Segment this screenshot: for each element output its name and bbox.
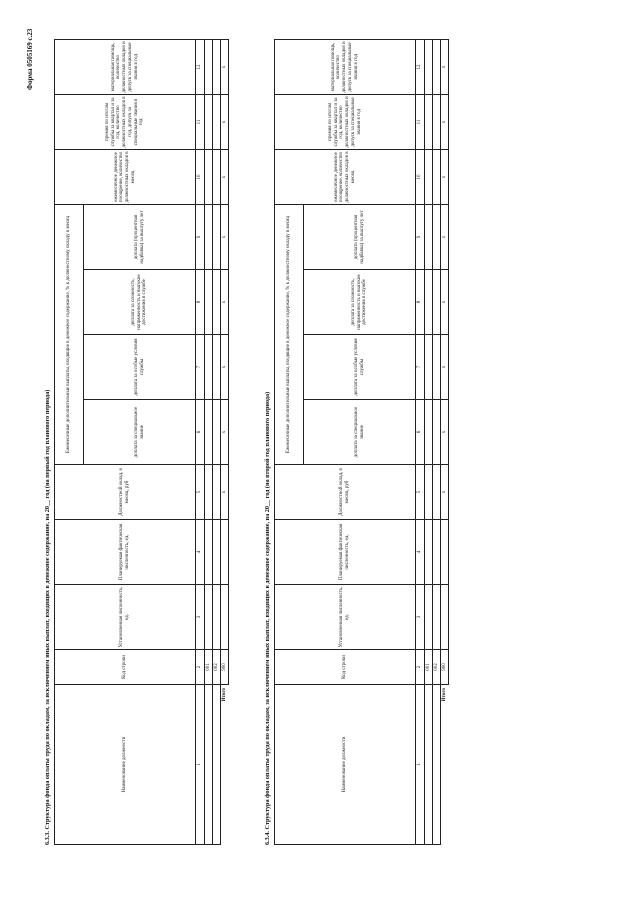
data-cell[interactable]: [213, 520, 221, 585]
header-planned-actual: Планируемая фактическая численность, ед.: [55, 520, 196, 585]
data-cell[interactable]: [213, 335, 221, 400]
total-cell: x: [441, 335, 449, 400]
total-cell[interactable]: [221, 520, 229, 585]
total-code: 900: [441, 650, 449, 685]
data-cell[interactable]: [433, 270, 441, 335]
data-cell[interactable]: [433, 39, 441, 94]
column-numbers-row: [416, 39, 425, 844]
data-cell[interactable]: [425, 585, 433, 650]
col-number: 4: [416, 520, 425, 585]
data-cell[interactable]: [425, 149, 433, 204]
data-cell[interactable]: [425, 39, 433, 94]
position-cell[interactable]: [433, 685, 441, 845]
row-code-cell: 002: [213, 650, 221, 685]
header-col9: доплата (процентная надбавка) за выслугу лет: [304, 204, 416, 269]
total-cell: x: [221, 39, 229, 94]
header-col8: доплата за сложность, напряженность и высокие достижения в службе: [84, 270, 196, 335]
header-established: Установленная численность, ед.: [55, 585, 196, 650]
col-number: 7: [196, 335, 205, 400]
data-cell[interactable]: [213, 400, 221, 465]
data-cell[interactable]: [213, 465, 221, 520]
data-cell[interactable]: [205, 520, 213, 585]
data-cell[interactable]: [433, 149, 441, 204]
data-cell[interactable]: [433, 335, 441, 400]
col-number: 2: [416, 650, 425, 685]
header-planned-actual: Планируемая фактическая численность, ед.: [275, 520, 416, 585]
header-col11: премия по итогам службы за квартал и за год, количество должностных окладов и допуск за специальные звания в год: [275, 94, 416, 149]
data-cell[interactable]: [425, 400, 433, 465]
data-cell[interactable]: [433, 400, 441, 465]
header-col9: доплата (процентная надбавка) за выслугу лет: [84, 204, 196, 269]
data-cell[interactable]: [433, 585, 441, 650]
fund-structure-table: [274, 39, 449, 845]
col-number: 1: [196, 685, 205, 845]
data-cell[interactable]: [213, 204, 221, 269]
header-col7: доплата за особые условия службы: [304, 335, 416, 400]
col-number: 11: [196, 94, 205, 149]
total-cell: x: [221, 400, 229, 465]
total-cell[interactable]: [441, 585, 449, 650]
data-cell[interactable]: [205, 149, 213, 204]
header-salary: Должностной оклад, в месяц, руб: [275, 465, 416, 520]
total-label: Итого: [441, 685, 449, 845]
column-numbers-row: [196, 39, 205, 844]
data-cell[interactable]: [433, 520, 441, 585]
table-row: [205, 39, 213, 844]
data-cell[interactable]: [425, 94, 433, 149]
total-cell: x: [441, 149, 449, 204]
total-row: [441, 39, 449, 844]
section-title: 6.3.3. Структура фонда оплаты труда по окладам, за исключением иных выплат, входящих в денежное содержание, на 20__ год (на первый год планового периода): [44, 389, 51, 845]
col-number: 7: [416, 335, 425, 400]
col-number: 5: [416, 465, 425, 520]
header-col8: доплата за сложность, напряженность и высокие достижения в службе: [304, 270, 416, 335]
data-cell[interactable]: [205, 39, 213, 94]
col-number: 1: [416, 685, 425, 845]
total-cell: x: [441, 39, 449, 94]
col-number: 10: [416, 149, 425, 204]
col-number: 4: [196, 520, 205, 585]
row-code-cell: 001: [425, 650, 433, 685]
total-cell: x: [221, 270, 229, 335]
col-number: 5: [196, 465, 205, 520]
total-cell: x: [441, 400, 449, 465]
header-col10: ежемесячное денежное поощрение, количество должностных окладов в месяц: [275, 149, 416, 204]
data-cell[interactable]: [213, 270, 221, 335]
col-number: 2: [196, 650, 205, 685]
col-number: 3: [196, 585, 205, 650]
data-cell[interactable]: [205, 335, 213, 400]
col-number: 12: [196, 39, 205, 94]
data-cell[interactable]: [213, 585, 221, 650]
header-col6: доплата за специальное звание: [84, 400, 196, 465]
total-cell: x: [441, 204, 449, 269]
total-cell: x: [221, 204, 229, 269]
header-col12: материальная помощь, количество должностных окладов и допуск за специальные звания в год: [275, 39, 416, 94]
data-cell[interactable]: [433, 465, 441, 520]
total-cell: x: [221, 465, 229, 520]
data-cell[interactable]: [425, 270, 433, 335]
fund-structure-table: [54, 39, 229, 845]
table-row: [425, 39, 433, 844]
data-cell[interactable]: [425, 335, 433, 400]
total-cell[interactable]: [441, 520, 449, 585]
header-row-code: Код строки: [55, 650, 196, 685]
header-salary: Должностной оклад, в месяц, руб: [55, 465, 196, 520]
row-code-cell: 002: [433, 650, 441, 685]
col-number: 11: [416, 94, 425, 149]
col-number: 10: [196, 149, 205, 204]
data-cell[interactable]: [205, 400, 213, 465]
form-code: Форма 0505169 с.23: [26, 28, 34, 90]
header-monthly-group: Ежемесячные дополнительные выплаты, входящие в денежное содержание, % к должностному окладу в месяц: [55, 204, 84, 464]
table-row: [433, 39, 441, 844]
data-cell[interactable]: [205, 270, 213, 335]
total-row: [221, 39, 229, 844]
data-cell[interactable]: [205, 204, 213, 269]
position-cell[interactable]: [213, 685, 221, 845]
position-cell[interactable]: [425, 685, 433, 845]
position-cell[interactable]: [205, 685, 213, 845]
total-cell: x: [221, 149, 229, 204]
total-cell: x: [221, 94, 229, 149]
total-label: Итого: [221, 685, 229, 845]
row-code-cell: 001: [205, 650, 213, 685]
total-cell: x: [441, 94, 449, 149]
header-monthly-group: Ежемесячные дополнительные выплаты, входящие в денежное содержание, % к должностному окладу в месяц: [275, 204, 304, 464]
data-cell[interactable]: [433, 204, 441, 269]
data-cell[interactable]: [213, 149, 221, 204]
col-number: 6: [416, 400, 425, 465]
total-cell: x: [441, 270, 449, 335]
header-col7: доплата за особые условия службы: [84, 335, 196, 400]
header-position: Наименование должности: [55, 685, 196, 845]
data-cell[interactable]: [425, 520, 433, 585]
data-cell[interactable]: [205, 94, 213, 149]
section-title: 6.3.4. Структура фонда оплаты труда по окладам, за исключением иных выплат, входящих в денежное содержание, на 20__ год (на второй год планового периода): [264, 391, 271, 845]
total-cell: x: [441, 465, 449, 520]
header-position: Наименование должности: [275, 685, 416, 845]
col-number: 12: [416, 39, 425, 94]
total-cell: x: [221, 335, 229, 400]
total-cell[interactable]: [221, 585, 229, 650]
data-cell[interactable]: [433, 94, 441, 149]
total-code: 900: [221, 650, 229, 685]
table-row: [213, 39, 221, 844]
col-number: 6: [196, 400, 205, 465]
data-cell[interactable]: [425, 465, 433, 520]
col-number: 8: [196, 270, 205, 335]
data-cell[interactable]: [205, 465, 213, 520]
data-cell[interactable]: [205, 585, 213, 650]
header-col10: ежемесячное денежное поощрение, количество должностных окладов в месяц: [55, 149, 196, 204]
col-number: 9: [416, 204, 425, 269]
data-cell[interactable]: [213, 94, 221, 149]
header-row-code: Код строки: [275, 650, 416, 685]
header-col12: материальная помощь, количество должностных окладов и допуск за специальные звания в год: [55, 39, 196, 94]
header-col6: доплата за специальное звание: [304, 400, 416, 465]
header-established: Установленная численность, ед.: [275, 585, 416, 650]
col-number: 9: [196, 204, 205, 269]
data-cell[interactable]: [425, 204, 433, 269]
col-number: 3: [416, 585, 425, 650]
header-col11: премия по итогам службы за квартал и за год, количество должностных окладов в год, допуск за специальные звания в год: [55, 94, 196, 149]
data-cell[interactable]: [213, 39, 221, 94]
col-number: 8: [416, 270, 425, 335]
